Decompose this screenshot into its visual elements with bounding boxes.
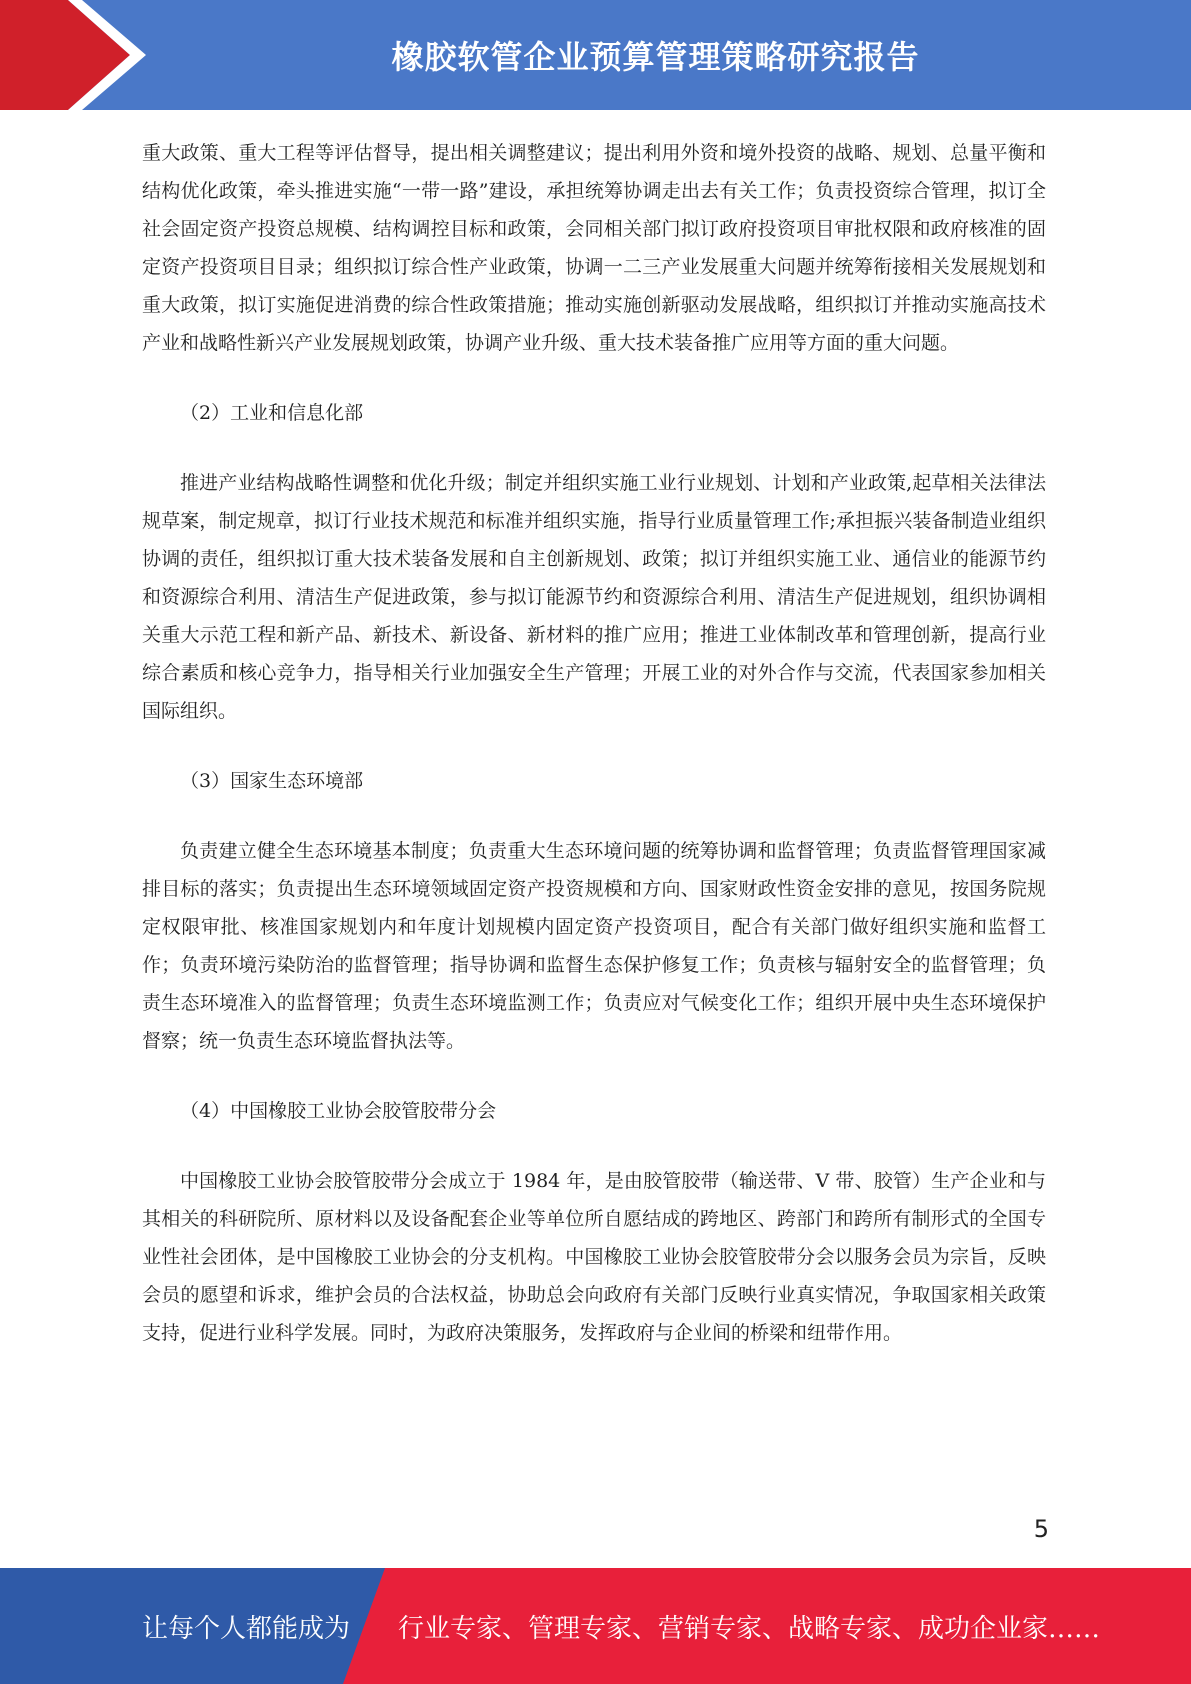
section-heading-2: （2）工业和信息化部 (180, 402, 364, 424)
section-heading-4: （4）中国橡胶工业协会胶管胶带分会 (180, 1100, 497, 1122)
page-footer (0, 1568, 1191, 1684)
header-arrow-decoration (0, 0, 160, 110)
report-title: 橡胶软管企业预算管理策略研究报告 (391, 38, 920, 76)
footer-slogan-left: 让每个人都能成为 (142, 1613, 351, 1644)
section-paragraph-4: 中国橡胶工业协会胶管胶带分会成立于 1984 年，是由胶管胶带（输送带、V 带、胶管）生产企业和与其相关的科研院所、原材料以及设备配套企业等单位所自愿结成的跨地区、跨部门和跨所有制形式的全国专业性社会团体，是中国橡胶工业协会的分支机构。中国橡胶工业协会胶管胶带分会以服务会员为宗旨，反映会员的愿望和诉求，维护会员的合法权益，协助总会向政府有关部门反映行业真实情况，争取国家相关政策支持，促进行业科学发展。同时，为政府决策服务，发挥政府与企业间的桥梁和纽带作用。 (142, 1170, 1046, 1344)
footer-slogan-right: 行业专家、管理专家、营销专家、战略专家、成功企业家…… (398, 1613, 1101, 1644)
page-number: 5 (1033, 1515, 1049, 1543)
page-header (0, 0, 1191, 110)
intro-paragraph: 重大政策、重大工程等评估督导，提出相关调整建议；提出利用外资和境外投资的战略、规划、总量平衡和结构优化政策，牵头推进实施“一带一路”建设，承担统筹协调走出去有关工作；负责投资综合管理，拟订全社会固定资产投资总规模、结构调控目标和政策，会同相关部门拟订政府投资项目审批权限和政府核准的固定资产投资项目目录；组织拟订综合性产业政策，协调一二三产业发展重大问题并统筹衔接相关发展规划和重大政策，拟订实施促进消费的综合性政策措施；推动实施创新驱动发展战略，组织拟订并推动实施高技术产业和战略性新兴产业发展规划政策，协调产业升级、重大技术装备推广应用等方面的重大问题。 (142, 142, 1046, 354)
section-paragraph-3: 负责建立健全生态环境基本制度；负责重大生态环境问题的统筹协调和监督管理；负责监督管理国家减排目标的落实；负责提出生态环境领域固定资产投资规模和方向、国家财政性资金安排的意见，按国务院规定权限审批、核准国家规划内和年度计划规模内固定资产投资项目，配合有关部门做好组织实施和监督工作；负责环境污染防治的监督管理；指导协调和监督生态保护修复工作；负责核与辐射安全的监督管理；负责生态环境准入的监督管理；负责生态环境监测工作；负责应对气候变化工作；组织开展中央生态环境保护督察；统一负责生态环境监督执法等。 (142, 840, 1046, 1052)
section-heading-3: （3）国家生态环境部 (180, 770, 364, 792)
document-body (142, 134, 1046, 1352)
section-paragraph-2: 推进产业结构战略性调整和优化升级；制定并组织实施工业行业规划、计划和产业政策,起草相关法律法规草案，制定规章，拟订行业技术规范和标准并组织实施，指导行业质量管理工作;承担振兴装备制造业组织协调的责任，组织拟订重大技术装备发展和自主创新规划、政策；拟订并组织实施工业、通信业的能源节约和资源综合利用、清洁生产促进政策，参与拟订能源节约和资源综合利用、清洁生产促进规划，组织协调相关重大示范工程和新产品、新技术、新设备、新材料的推广应用；推进工业体制改革和管理创新，提高行业综合素质和核心竞争力，指导相关行业加强安全生产管理；开展工业的对外合作与交流，代表国家参加相关国际组织。 (142, 472, 1046, 722)
